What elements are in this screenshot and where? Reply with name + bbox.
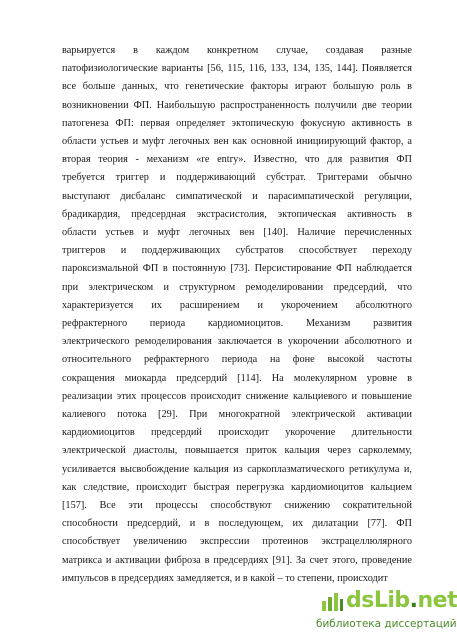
text-line: [157]. Все эти процессы способствуют снижению сократительной <box>62 500 412 511</box>
text-line: пароксизмальной ФП в постоянную [73]. Персистирование ФП наблюдается <box>62 263 412 274</box>
text-line: способности предсердий, и в последующем, их дилатации [77]. ФП <box>62 518 412 529</box>
text-line: области устьев и муфт легочных вен [140]. Наличие перечисленных <box>62 227 412 238</box>
text-line: патогенеза ФП: первая определяет эктопическую фокусную активность в <box>62 118 412 129</box>
logo-dot: . <box>409 588 418 613</box>
logo-net: net <box>417 588 457 613</box>
text-line: выступают дисбаланс симпатической и парасимпатической регуляции, <box>62 191 412 202</box>
text-line: брадикардия, предсердная экстрасистолия, эктопическая активность в <box>62 209 412 220</box>
text-line: варьируется в каждом конкретном случае, создавая разные <box>62 45 412 56</box>
text-line: электрической диастолы, повышается приток кальция через сарколемму, <box>62 445 412 456</box>
logo-lib: Lib <box>373 588 410 613</box>
text-line: матрикса и активации фиброза в предсердиях [91]. За счет этого, проведение <box>62 555 412 566</box>
text-line: требуется триггер и поддерживающий субстрат. Триггерами обычно <box>62 172 412 183</box>
text-line: патофизиологические варианты [56, 115, 116, 133, 134, 135, 144]. Появляется <box>62 63 412 74</box>
text-line: усиливается высвобождение кальция из саркоплазматического ретикулума и, <box>62 464 412 475</box>
watermark-logo-text <box>346 588 457 614</box>
text-line: способствует увеличению экспрессии протеинов экстрацеллюлярного <box>62 536 412 547</box>
text-line: как следствие, происходит быстрая перегрузка кардиомиоцитов кальцием <box>62 482 412 493</box>
text-line: все больше данных, что генетические факторы играют большую роль в <box>62 81 412 92</box>
text-line: относительного рефрактерного периода на фоне высокой частоты <box>62 354 412 365</box>
dslib-logo-icon <box>320 591 344 613</box>
text-line: возникновении ФП. Наибольшую распространенность получили две теории <box>62 100 412 111</box>
text-line: сокращения миокарда предсердий [114]. На молекулярном уровне в <box>62 373 412 384</box>
text-line: импульсов в предсердиях замедляется, и в какой – то степени, происходит <box>62 573 388 584</box>
text-line: характеризуется их расширением и укорочением абсолютного <box>62 300 412 311</box>
logo-ds: ds <box>346 588 374 613</box>
text-line: вторая теория - механизм «re entry». Известно, что для развития ФП <box>62 154 412 165</box>
text-line: рефрактерного периода кардиомиоцитов. Механизм развития <box>62 318 412 329</box>
text-line: триггеров и поддерживающих субстратов способствует переходу <box>62 245 412 256</box>
text-line: области устьев и муфт легочных вен как основной инициирующий фактор, а <box>62 136 412 147</box>
text-line: реализации этих процессов происходит снижение кальциевого и повышение <box>62 391 412 402</box>
watermark-subtitle: библиотека диссертаций <box>316 618 457 630</box>
text-line: калиевого потока [29]. При многократной электрической активации <box>62 409 412 420</box>
site-watermark <box>312 586 457 637</box>
text-line: при электрическом и структурном ремоделировании предсердий, что <box>62 282 412 293</box>
text-line: кардиомиоцитов предсердий происходит укорочение длительности <box>62 427 412 438</box>
text-line: электрического ремоделирования заключается в укорочении абсолютного и <box>62 336 412 347</box>
